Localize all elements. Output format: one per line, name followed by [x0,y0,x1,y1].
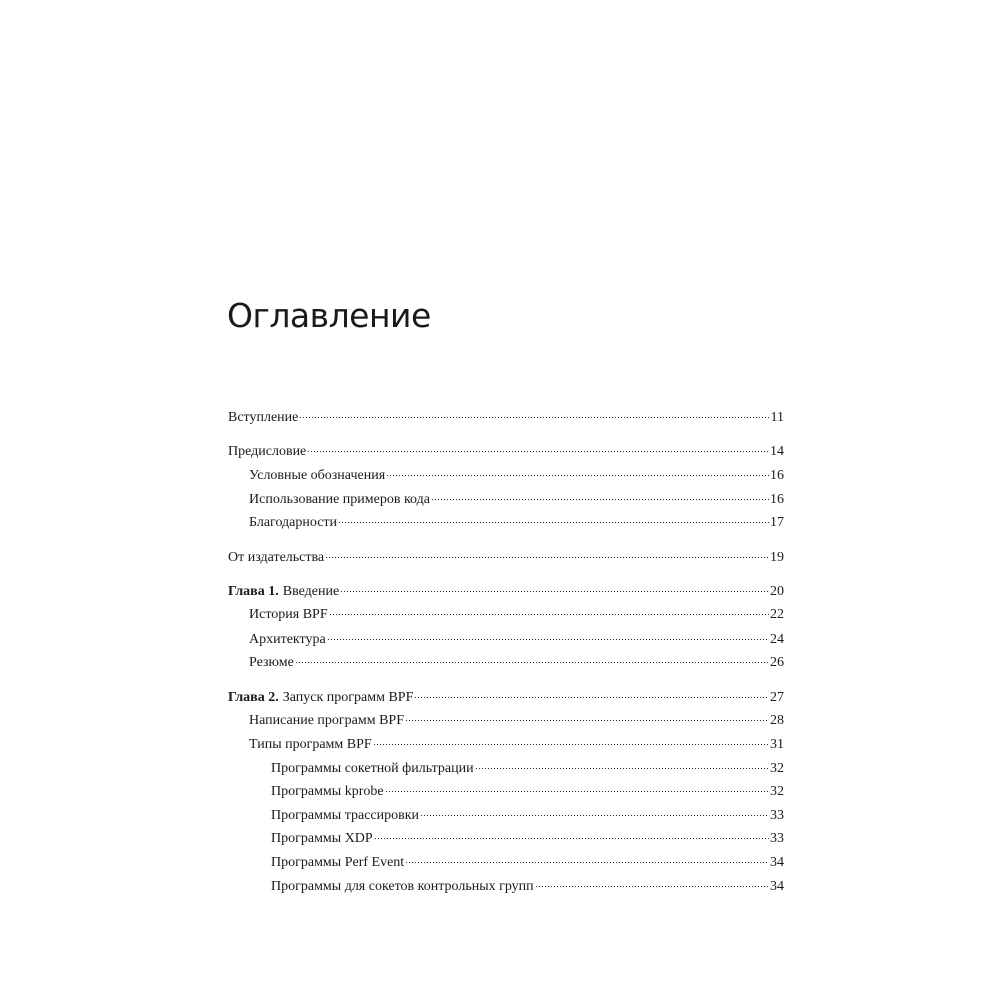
toc-entry-label: Архитектура [249,632,326,647]
toc-entry[interactable] [271,853,784,873]
toc-entry[interactable] [249,653,784,673]
toc-entry[interactable] [249,711,784,731]
dot-leader [338,522,769,523]
toc-entry-label: Программы трассировки [271,808,420,823]
toc-entry[interactable] [249,735,784,755]
toc-page-number: 33 [770,831,784,846]
dot-leader [414,697,769,698]
toc-entry-label: Использование примеров кода [249,492,430,507]
toc-entry-label: Программы сокетной фильтрации [271,761,474,776]
dot-leader [373,744,769,745]
toc-entry-label: Условные обозначения [249,468,386,483]
toc-page-number: 32 [770,761,784,776]
toc-entry-label: Резюме [249,655,294,670]
toc-entry[interactable] [271,782,784,802]
toc-entry[interactable] [249,513,784,533]
toc-entry-label: Программы для сокетов контрольных групп [271,879,534,894]
dot-leader [431,499,769,500]
toc-entry-label: Благодарности [249,515,338,530]
dot-leader [299,417,769,418]
toc-entry[interactable] [271,829,784,849]
chapter-title: Введение [282,584,340,599]
dot-leader [307,451,769,452]
dot-leader [385,791,769,792]
toc-page-number: 17 [770,515,784,530]
toc-entry-label: История BPF [249,607,328,622]
chapter-prefix: Глава 1. [228,584,279,599]
dot-leader [475,768,769,769]
toc-entry-label: Программы Perf Event [271,855,405,870]
toc-entry-label: Написание программ BPF [249,713,404,728]
toc-entry-label: Программы kprobe [271,784,384,799]
toc-entry[interactable] [228,442,784,462]
toc-entry[interactable] [271,759,784,779]
toc-page-number: 16 [770,492,784,507]
toc-page-number: 31 [770,737,784,752]
chapter-prefix: Глава 2. [228,690,279,705]
dot-leader [295,662,769,663]
toc-entry[interactable] [249,490,784,510]
toc-entry[interactable] [228,582,784,602]
toc-page-number: 32 [770,784,784,799]
dot-leader [374,838,769,839]
toc-page-number: 14 [770,444,784,459]
dot-leader [405,720,769,721]
table-of-contents [228,0,784,1000]
toc-page-number: 16 [770,468,784,483]
chapter-title: Запуск программ BPF [282,690,414,705]
toc-entry[interactable] [228,548,784,568]
toc-page-number: 34 [770,855,784,870]
toc-page-number: 33 [770,808,784,823]
toc-entry-label [228,688,413,708]
toc-entry[interactable] [249,466,784,486]
dot-leader [535,886,769,887]
toc-page-number: 24 [770,632,784,647]
dot-leader [386,475,769,476]
toc-page-number: 11 [770,410,784,425]
dot-leader [325,557,769,558]
toc-page-number: 26 [770,655,784,670]
dot-leader [420,815,769,816]
toc-entry-label: Типы программ BPF [249,737,372,752]
page-title: Оглавление [227,296,431,336]
dot-leader [327,639,769,640]
toc-entry-label: Вступление [228,410,299,425]
toc-entry[interactable] [228,688,784,708]
dot-leader [405,862,769,863]
toc-entry-label: Предисловие [228,444,307,459]
toc-entry-label: От издательства [228,550,325,565]
toc-page-number: 28 [770,713,784,728]
toc-entry[interactable] [271,877,784,897]
toc-entry[interactable] [249,630,784,650]
toc-entry[interactable] [249,605,784,625]
dot-leader [340,591,769,592]
dot-leader [329,614,769,615]
toc-page-number: 27 [770,690,784,705]
toc-entry[interactable] [271,806,784,826]
toc-page-number: 22 [770,607,784,622]
toc-page-number: 20 [770,584,784,599]
toc-page-number: 34 [770,879,784,894]
toc-entry[interactable] [228,408,784,428]
toc-entry-label: Программы XDP [271,831,373,846]
toc-entry-label [228,582,339,602]
toc-page-number: 19 [770,550,784,565]
